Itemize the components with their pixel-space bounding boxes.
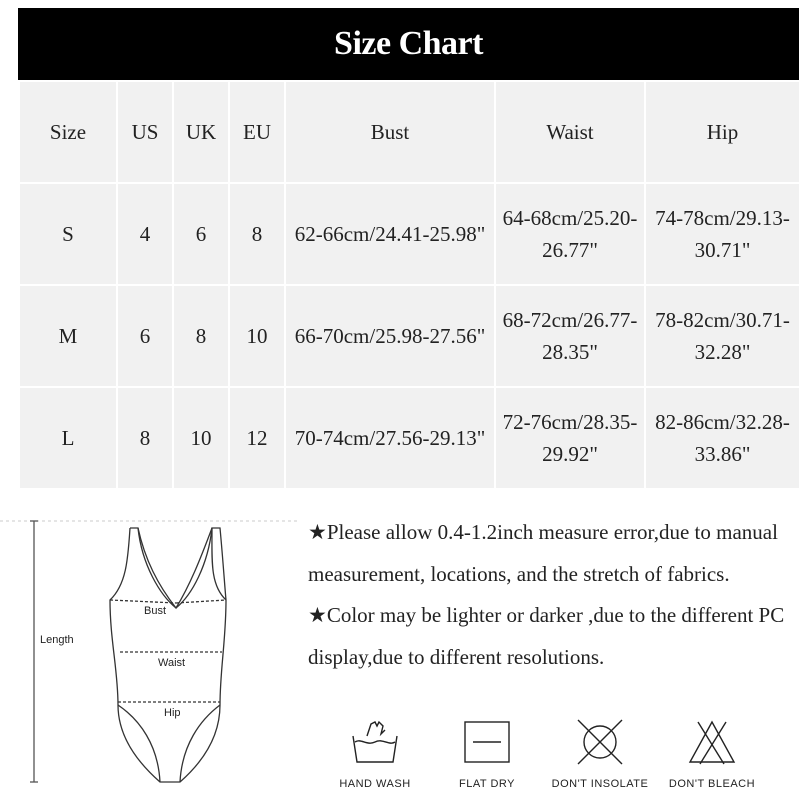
hip-line1: 74-78cm/29.13- [655,206,790,230]
cell-hip [645,285,800,387]
hip-line2: 32.28" [694,340,751,364]
flat-dry-label: FLAT DRY [459,778,515,790]
header-eu: EU [229,81,285,183]
care-instructions [330,718,800,800]
care-dont-insolate [540,718,660,790]
bust-label: Bust [144,605,167,617]
note-color: ★Color may be lighter or darker ,due to the different PC display,due to different resolutions. [308,603,785,669]
table-row [19,183,800,285]
hand-wash-label: HAND WASH [339,778,411,790]
cell-eu: 10 [229,285,285,387]
flat-dry-icon [457,718,517,766]
header-uk: UK [173,81,229,183]
hip-label: Hip [164,707,181,719]
waist-label: Waist [158,657,186,669]
size-table [18,80,800,490]
cell-us: 4 [117,183,173,285]
title-bar [18,8,799,80]
length-label: Length [40,634,74,646]
cell-uk: 6 [173,183,229,285]
cell-size: M [19,285,117,387]
dont-bleach-label: DON'T BLEACH [668,778,756,790]
cell-size: S [19,183,117,285]
waist-line1: 64-68cm/25.20- [502,206,638,230]
header-size: Size [19,81,117,183]
swimsuit-outline-icon [0,508,300,800]
cell-size: L [19,387,117,489]
header-waist: Waist [495,81,645,183]
notes-block [308,512,800,678]
header-us: US [117,81,173,183]
care-dont-bleach [652,718,772,790]
cell-us: 6 [117,285,173,387]
hip-line1: 78-82cm/30.71- [655,308,790,332]
header-hip: Hip [645,81,800,183]
swimsuit-diagram [0,508,300,800]
waist-line2: 26.77" [542,238,598,262]
hip-line2: 33.86" [694,442,751,466]
waist-line1: 72-76cm/28.35- [502,410,638,434]
dont-insolate-icon [570,718,630,766]
cell-waist [495,285,645,387]
cell-uk: 10 [173,387,229,489]
cell-waist [495,387,645,489]
hip-line1: 82-86cm/32.28- [655,410,790,434]
table-row [19,387,800,489]
cell-bust: 62-66cm/24.41-25.98" [285,183,495,285]
cell-uk: 8 [173,285,229,387]
cell-eu: 12 [229,387,285,489]
waist-line1: 68-72cm/26.77- [502,308,638,332]
waist-line2: 28.35" [542,340,598,364]
care-hand-wash [315,718,435,790]
dont-insolate-label: DON'T INSOLATE [551,778,649,790]
hand-wash-icon [345,718,405,766]
note-measure-error: ★Please allow 0.4-1.2inch measure error,due to manual measurement, locations, and the stretch of fabrics. [308,520,778,586]
cell-us: 8 [117,387,173,489]
header-bust: Bust [285,81,495,183]
chart-title: Size Chart [334,25,483,62]
cell-hip [645,387,800,489]
hip-line2: 30.71" [694,238,751,262]
cell-waist [495,183,645,285]
cell-eu: 8 [229,183,285,285]
table-row [19,285,800,387]
cell-hip [645,183,800,285]
care-flat-dry [427,718,547,790]
cell-bust: 66-70cm/25.98-27.56" [285,285,495,387]
cell-bust: 70-74cm/27.56-29.13" [285,387,495,489]
waist-line2: 29.92" [542,442,598,466]
table-header-row [19,81,800,183]
dont-bleach-icon [682,718,742,766]
